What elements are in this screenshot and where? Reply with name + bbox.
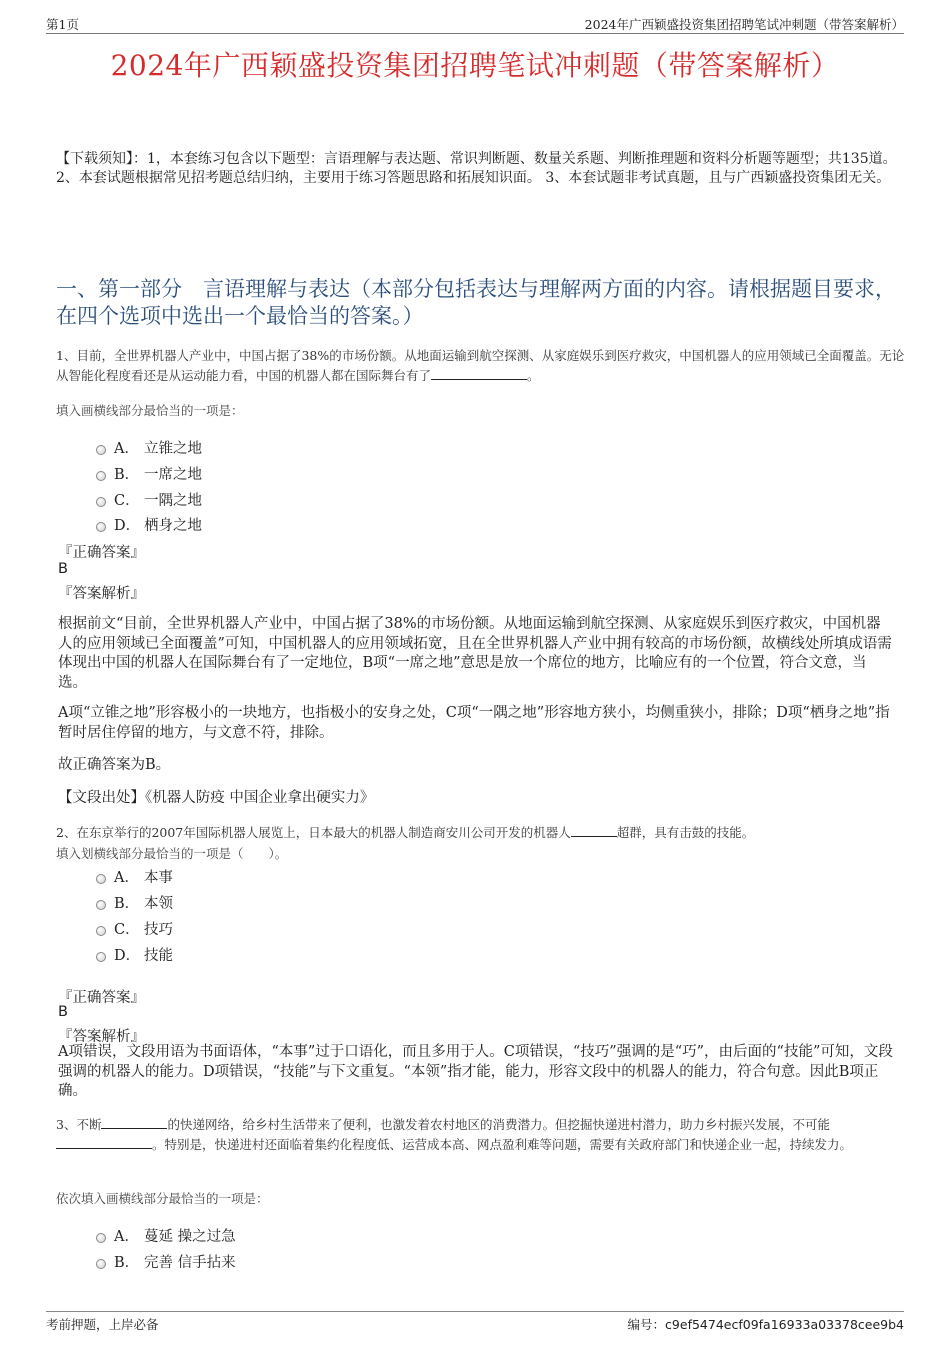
q1-option-a[interactable]: A． 立锥之地 [96,437,202,457]
radio-icon[interactable] [96,445,106,455]
q1-analysis-p2: A项“立锥之地”形容极小的一块地方，也指极小的安身之处，C项“一隅之地”形容地方狭小，均侧重狭小，排除；D项“栖身之地”指暂时居住停留的地方，与文意不符，排除。 [58,705,890,741]
radio-icon[interactable] [96,1259,106,1269]
q2-answer: B [58,1004,68,1020]
q2-option-a[interactable]: A． 本事 [96,866,173,886]
footer-slogan: 考前押题，上岸必备 [46,1317,159,1332]
q1-option-b[interactable]: B． 一席之地 [96,463,202,483]
q2-option-d[interactable]: D． 技能 [96,944,173,964]
q2-blank [571,825,617,837]
q1-analysis-p3: 故正确答案为B。 [58,757,171,773]
download-notice: 【下载须知】：1，本套练习包含以下题型：言语理解与表达题、常识判断题、数量关系题、判断推理题和资料分析题等题型；共135道。 2、本套试题根据常见招考题总结归纳，主要用于练习答题思路和拓展知识面。 3、本套试题非考试真题，且与广西颖盛投资集团无关。 [56,151,897,186]
q3-blank-2 [56,1137,152,1149]
q2-answer-label: 『正确答案』 [58,990,145,1006]
q3-stem: 3、不断 的快递网络，给乡村生活带来了便利，也激发着农村地区的消费潜力。但挖掘快递进村潜力，助力乡村振兴发展，不可能。特别是，快递进村还面临着集约化程度低、运营成本高、网点盈利难等问题，需要有关政府部门和快递企业一起，持续发力。 [56,1117,853,1152]
q1-source: 【文段出处】《机器人防疫 中国企业拿出硬实力》 [58,790,375,806]
radio-icon[interactable] [96,926,106,936]
section-title: 一、第一部分 言语理解与表达（本部分包括表达与理解两方面的内容。请根据题目要求，在四个选项中选出一个最恰当的答案。） [56,277,896,328]
q1-prompt: 填入画横线部分最恰当的一项是： [56,403,244,418]
q3-prompt: 依次填入画横线部分最恰当的一项是： [56,1191,269,1206]
q3-option-b[interactable]: B． 完善 信手拈来 [96,1251,236,1271]
radio-icon[interactable] [96,900,106,910]
page-number: 第1页 [46,17,79,32]
q1-blank [431,368,527,380]
radio-icon[interactable] [96,952,106,962]
q1-analysis-label: 『答案解析』 [58,586,145,602]
document-title: 2024年广西颖盛投资集团招聘笔试冲刺题（带答案解析） [110,49,840,82]
header-doc-title: 2024年广西颖盛投资集团招聘笔试冲刺题（带答案解析） [584,17,904,32]
q2-analysis-label: 『答案解析』 [58,1029,145,1045]
q3-blank-1 [101,1117,167,1129]
radio-icon[interactable] [96,874,106,884]
radio-icon[interactable] [96,1233,106,1243]
radio-icon[interactable] [96,471,106,481]
radio-icon[interactable] [96,497,106,507]
q1-analysis-p1: 根据前文“目前，全世界机器人产业中，中国占据了38%的市场份额。从地面运输到航空探测、从家庭娱乐到医疗救灾，中国机器人的应用领域已全面覆盖”可知，中国机器人的应用领域拓宽，且在全世界机器人产业中拥有较高的市场份额，故横线处所填成语需体现出中国的机器人在国际舞台有了一定地位，B项“一席之地”意思是放一个席位的地方，比喻应有的一个位置，符合文意，当选。 [58,616,892,691]
q2-analysis: A项错误，文段用语为书面语体，“本事”过于口语化，而且多用于人。C项错误，“技巧”强调的是“巧”，由后面的“技能”可知，文段强调的机器人的能力。D项错误，“技能”与下文重复。“本领”指才能，能力，形容文段中的机器人的能力，符合句意。因此B项正确。 [58,1044,893,1099]
q1-stem: 1、目前，全世界机器人产业中，中国占据了38%的市场份额。从地面运输到航空探测、从家庭娱乐到医疗救灾，中国机器人的应用领域已全面覆盖。无论从智能化程度看还是从运动能力看，中国的机器人都在国际舞台有了 。 [56,348,905,383]
q3-option-a[interactable]: A． 蔓延 操之过急 [96,1225,236,1245]
q2-prompt: 填入划横线部分最恰当的一项是（ ）。 [56,846,288,861]
page-footer [46,1311,904,1331]
q1-option-c[interactable]: C． 一隅之地 [96,489,202,509]
q2-option-b[interactable]: B． 本领 [96,892,173,912]
q1-option-d[interactable]: D． 栖身之地 [96,514,202,534]
q1-answer: B [58,561,68,577]
footer-id: 编号：c9ef5474ecf09fa16933a03378cee9b4 [627,1317,904,1332]
q1-answer-label: 『正确答案』 [58,545,145,561]
radio-icon[interactable] [96,522,106,532]
q2-stem: 2、在东京举行的2007年国际机器人展览上，日本最大的机器人制造商安川公司开发的机器人 超群，具有击鼓的技能。 [56,825,755,840]
q2-option-c[interactable]: C． 技巧 [96,918,173,938]
page-header [46,14,904,34]
